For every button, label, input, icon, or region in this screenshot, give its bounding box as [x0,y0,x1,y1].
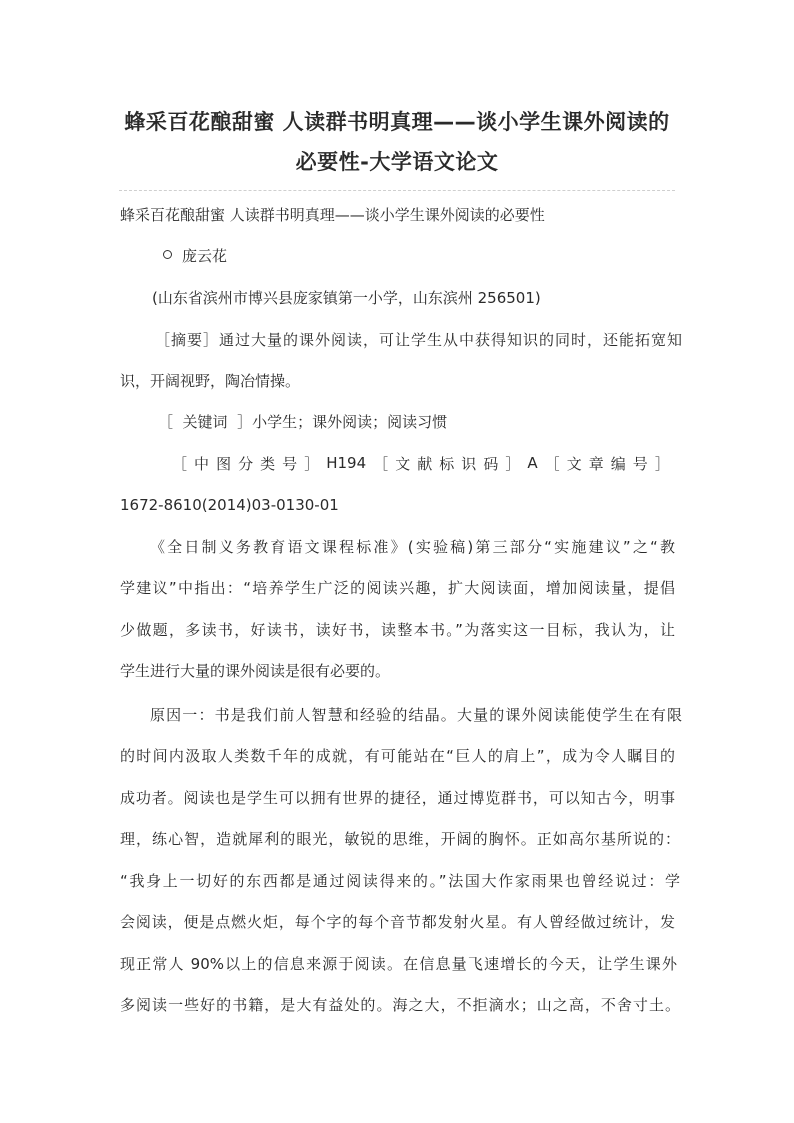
classification-token: 号 [282,454,298,473]
paragraph-line: 原因一：书是我们前人智慧和经验的结晶。大量的课外阅读能使学生在有限 [150,706,682,724]
classification-token: 中 [194,454,210,473]
classification-token: 章 [588,454,604,473]
paragraph-line: 理，练心智，造就犀利的眼光，敏锐的思维，开阔的胸怀。正如高尔基所说的： [120,830,680,848]
document-title-line-2: 必要性-大学语文论文 [295,150,499,174]
classification-token: ］ [654,454,670,473]
classification-token: 文 [566,454,582,473]
bullet-circle-icon [163,250,172,259]
classification-token: 图 [216,454,232,473]
abstract-line: 识，开阔视野，陶冶情操。 [120,372,301,390]
classification-token: A [527,454,538,472]
article-number: 1672-8610(2014)03-0130-01 [120,496,339,514]
paragraph-line: 《全日制义务教育语文课程标准》(实验稿)第三部分“实施建议”之“教 [150,538,675,556]
author-name: 庞云花 [182,247,228,265]
classification-token: ［ [373,454,389,473]
title-divider [119,190,675,191]
classification-token: 码 [483,454,499,473]
paragraph-line: 的时间内汲取人类数千年的成就，有可能站在“巨人的肩上”，成为令人瞩目的 [120,747,675,765]
classification-token: 献 [417,454,433,473]
paragraph-line: 学生进行大量的课外阅读是很有必要的。 [120,662,391,680]
author-affiliation: (山东省滨州市博兴县庞家镇第一小学，山东滨州 256501) [152,289,541,307]
paragraph-line: 会阅读，便是点燃火炬，每个字的每个音节都发射火星。有人曾经做过统计，发 [120,913,675,931]
classification-token: ］ [304,454,320,473]
classification-token: 文 [395,454,411,473]
classification-token: 标 [439,454,455,473]
article-subtitle: 蜂采百花酿甜蜜 人读群书明真理——谈小学生课外阅读的必要性 [120,206,545,224]
document-title-line-1: 蜂采百花酿甜蜜 人读群书明真理——谈小学生课外阅读的 [124,110,670,134]
classification-token: ［ [172,454,188,473]
classification-token: 编 [610,454,626,473]
paragraph-line: “我身上一切好的东西都是通过阅读得来的。”法国大作家雨果也曾经说过：学 [120,872,680,890]
paragraph-line: 学建议”中指出：“培养学生广泛的阅读兴趣，扩大阅读面，增加阅读量，提倡 [120,579,675,597]
paragraph-line: 成功者。阅读也是学生可以拥有世界的捷径，通过博览群书，可以知古今，明事 [120,789,675,807]
classification-row [172,453,670,473]
classification-token: 识 [461,454,477,473]
paragraph-line: 多阅读一些好的书籍，是大有益处的。海之大，不拒滴水；山之高，不舍寸土。 [120,996,680,1014]
classification-token: ［ [544,454,560,473]
classification-token: H194 [326,454,367,472]
classification-token: ］ [505,454,521,473]
classification-token: 号 [632,454,648,473]
classification-token: 类 [260,454,276,473]
paragraph-line: 现正常人 90%以上的信息来源于阅读。在信息量飞速增长的今天，让学生课外 [120,955,677,973]
keywords-line: ［ 关键词 ］小学生；课外阅读；阅读习惯 [158,413,448,431]
abstract-line: ［摘要］通过大量的课外阅读，可让学生从中获得知识的同时，还能拓宽知 [155,331,682,349]
classification-token: 分 [238,454,254,473]
paragraph-line: 少做题，多读书，好读书，读好书，读整本书。”为落实这一目标，我认为，让 [120,621,675,639]
